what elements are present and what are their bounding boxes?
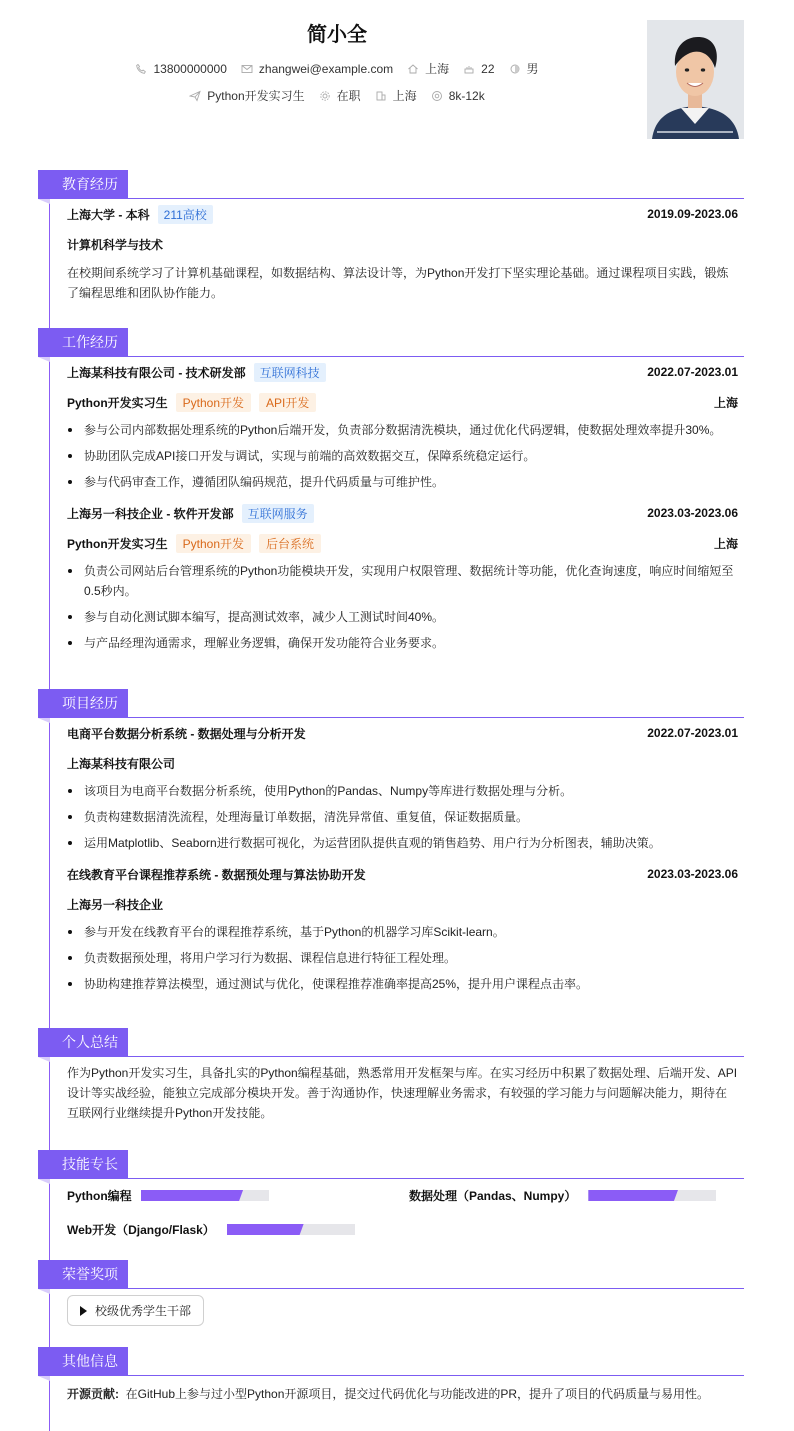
list-item: 负责构建数据清洗流程，处理海量订单数据，清洗异常值、重复值，保证数据质量。 — [67, 807, 738, 827]
skill-bar — [227, 1224, 355, 1235]
projects-section — [38, 689, 744, 1000]
status-text: 在职 — [336, 89, 361, 103]
salary-info — [431, 89, 485, 103]
phone-text: 13800000000 — [153, 61, 227, 76]
education-period: 2019.09-2023.06 — [647, 207, 738, 221]
list-item: 与产品经理沟通需求，理解业务逻辑，确保开发功能符合业务要求。 — [67, 633, 738, 653]
skill-tag: Python开发 — [176, 393, 251, 412]
list-item: 参与自动化测试脚本编写，提高测试效率，减少人工测试时间40%。 — [67, 607, 738, 627]
section-divider — [38, 1288, 744, 1289]
skill-name: Python编程 — [67, 1189, 132, 1203]
contact-row — [0, 60, 674, 77]
skill-item — [67, 1187, 269, 1204]
section-title: 个人总结 — [38, 1028, 128, 1057]
list-item: 参与代码审查工作，遵循团队编码规范，提升代码质量与可维护性。 — [67, 472, 738, 492]
list-item: 协助构建推荐算法模型，通过测试与优化，使课程推荐准确率提高25%，提升用户课程点击率。 — [67, 974, 738, 994]
project-bullets — [67, 781, 738, 853]
work-period: 2023.03-2023.06 — [647, 506, 738, 520]
location-info — [407, 60, 449, 77]
section-divider — [38, 717, 744, 718]
company-name: 上海另一科技企业 - 软件开发部 — [67, 506, 234, 521]
project-name: 在线教育平台课程推荐系统 - 数据预处理与算法协助开发 — [67, 867, 366, 882]
role-name: Python开发实习生 — [67, 395, 168, 410]
work-bullets — [67, 420, 738, 492]
summary-header — [38, 1028, 744, 1057]
work-city: 上海 — [713, 395, 738, 410]
work-city-info — [375, 87, 417, 104]
gender-icon — [509, 63, 521, 75]
other-header — [38, 1347, 744, 1376]
profile-photo — [647, 20, 744, 139]
skills-header — [38, 1150, 744, 1179]
section-title: 工作经历 — [38, 328, 128, 357]
work-bullets — [67, 561, 738, 653]
work-role-row — [67, 528, 738, 558]
job-target-info — [189, 87, 304, 104]
section-divider — [38, 1375, 744, 1376]
skill-item — [67, 1221, 355, 1238]
list-item: 负责公司网站后台管理系统的Python功能模块开发，实现用户权限管理、数据统计等功能，优化查询速度，响应时间缩短至0.5秒内。 — [67, 561, 738, 601]
skill-bar-fill — [141, 1190, 243, 1201]
skills-list — [67, 1179, 738, 1249]
section-divider — [38, 198, 744, 199]
coin-icon — [431, 90, 443, 102]
job-row — [0, 87, 674, 104]
industry-tag: 互联网服务 — [242, 504, 314, 523]
list-item: 参与公司内部数据处理系统的Python后端开发，负责部分数据清洗模块，通过优化代码逻辑，使数据处理效率提升30%。 — [67, 420, 738, 440]
education-section — [38, 170, 744, 307]
list-item: 负责数据预处理，将用户学习行为数据、课程信息进行特征工程处理。 — [67, 948, 738, 968]
skill-bar-fill — [227, 1224, 304, 1235]
awards-header — [38, 1260, 744, 1289]
other-info — [67, 1376, 738, 1408]
list-item: 参与开发在线教育平台的课程推荐系统，基于Python的机器学习库Scikit-learn。 — [67, 922, 738, 942]
project-row — [67, 718, 738, 748]
school-name: 上海大学 - 本科 — [67, 207, 150, 222]
age-text: 22 — [481, 61, 495, 76]
project-period: 2023.03-2023.06 — [647, 867, 738, 881]
work-section — [38, 328, 744, 659]
industry-tag: 互联网科技 — [254, 363, 326, 382]
project-company-row — [67, 748, 738, 778]
school-tag: 211高校 — [158, 205, 213, 224]
resume-header — [0, 0, 794, 150]
building-icon — [375, 90, 387, 102]
status-info — [319, 87, 361, 104]
age-info — [463, 62, 494, 76]
list-item: 运用Matplotlib、Seaborn进行数据可视化，为运营团队提供直观的销售趋势、用户行为分析图表，辅助决策。 — [67, 833, 738, 853]
play-triangle-icon — [80, 1306, 87, 1316]
gear-icon — [319, 90, 331, 102]
list-item: 该项目为电商平台数据分析系统，使用Python的Pandas、Numpy等库进行数据处理与分析。 — [67, 781, 738, 801]
summary-section — [38, 1028, 744, 1127]
other-text: 在GitHub上参与过小型Python开源项目，提交过代码优化与功能改进的PR，提升了项目的代码质量与易用性。 — [125, 1387, 710, 1401]
send-icon — [189, 90, 201, 102]
education-header — [38, 170, 744, 199]
work-city-text: 上海 — [392, 89, 417, 103]
project-company-row — [67, 889, 738, 919]
project-bullets — [67, 922, 738, 994]
project-company: 上海另一科技企业 — [67, 897, 164, 912]
section-divider — [38, 356, 744, 357]
skill-tag: Python开发 — [176, 534, 251, 553]
gender-info — [509, 60, 539, 77]
skill-name: 数据处理（Pandas、Numpy） — [409, 1189, 577, 1203]
section-title: 项目经历 — [38, 689, 128, 718]
major-name: 计算机科学与技术 — [67, 237, 164, 252]
section-title: 其他信息 — [38, 1347, 128, 1376]
work-company-row — [67, 498, 738, 528]
skill-bar — [588, 1190, 716, 1201]
job-target-text: Python开发实习生 — [207, 89, 305, 103]
work-period: 2022.07-2023.01 — [647, 365, 738, 379]
cake-icon — [463, 63, 475, 75]
list-item: 协助团队完成API接口开发与调试，实现与前端的高效数据交互，保障系统稳定运行。 — [67, 446, 738, 466]
skill-tag: API开发 — [259, 393, 316, 412]
skill-bar — [141, 1190, 269, 1201]
location-text: 上海 — [425, 62, 450, 76]
project-period: 2022.07-2023.01 — [647, 726, 738, 740]
company-name: 上海某科技有限公司 - 技术研发部 — [67, 365, 246, 380]
email-text: zhangwei@example.com — [258, 61, 394, 76]
project-row — [67, 859, 738, 889]
gender-text: 男 — [526, 62, 539, 76]
work-company-row — [67, 357, 738, 387]
section-title: 技能专长 — [38, 1150, 128, 1179]
skill-item — [409, 1187, 716, 1204]
award-name: 校级优秀学生干部 — [95, 1304, 192, 1318]
other-section — [38, 1347, 744, 1408]
awards-section — [38, 1260, 744, 1326]
work-city: 上海 — [713, 536, 738, 551]
major-row — [67, 229, 738, 259]
work-header — [38, 328, 744, 357]
summary-text: 作为Python开发实习生，具备扎实的Python编程基础，熟悉常用开发框架与库。在实习经历中积累了数据处理、后端开发、API设计等实战经验，能独立完成部分模块开发。善于沟通协作，快速理解业务需求，有较强的学习能力与问题解决能力，期待在互联网行业继续提升Python开发技能。 — [67, 1066, 738, 1120]
phone-info — [135, 62, 226, 76]
skill-tag: 后台系统 — [259, 534, 321, 553]
section-title: 荣誉奖项 — [38, 1260, 128, 1289]
section-divider — [38, 1056, 744, 1057]
salary-text: 8k-12k — [448, 88, 485, 103]
email-info — [241, 62, 393, 76]
home-icon — [407, 63, 419, 75]
projects-header — [38, 689, 744, 718]
skills-section — [38, 1150, 744, 1249]
mail-icon — [241, 63, 253, 75]
phone-icon — [135, 63, 147, 75]
project-name: 电商平台数据分析系统 - 数据处理与分析开发 — [67, 726, 306, 741]
skill-bar-fill — [588, 1190, 678, 1201]
education-row — [67, 199, 738, 229]
skill-name: Web开发（Django/Flask） — [67, 1223, 215, 1237]
work-role-row — [67, 387, 738, 417]
other-label: 开源贡献: — [67, 1387, 119, 1401]
education-desc: 在校期间系统学习了计算机基础课程，如数据结构、算法设计等，为Python开发打下坚实理论基础。通过课程项目实践，锻炼了编程思维和团队协作能力。 — [67, 266, 729, 300]
role-name: Python开发实习生 — [67, 536, 168, 551]
candidate-name: 简小全 — [307, 24, 367, 46]
project-company: 上海某科技有限公司 — [67, 756, 176, 771]
section-title: 教育经历 — [38, 170, 128, 199]
award-toggle-button[interactable] — [67, 1295, 204, 1326]
